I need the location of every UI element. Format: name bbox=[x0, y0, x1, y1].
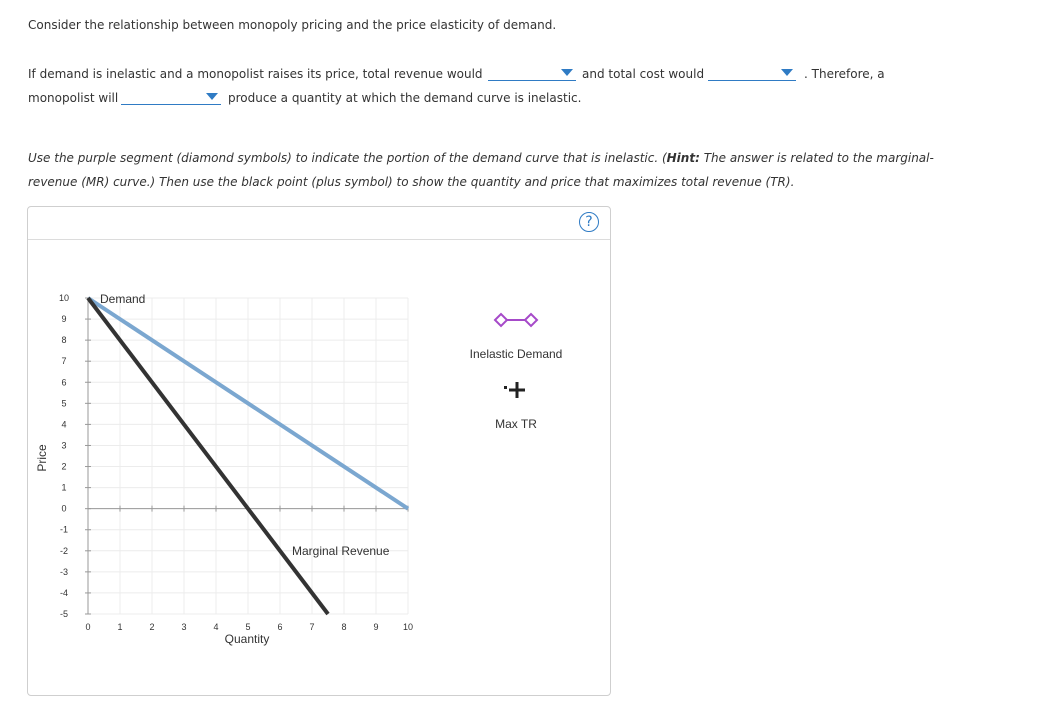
x-tick-label: 0 bbox=[85, 622, 91, 632]
y-tick-label: -5 bbox=[59, 609, 69, 619]
y-tick-label: 9 bbox=[61, 314, 67, 325]
mr-curve-label: Marginal Revenue bbox=[292, 544, 390, 558]
help-icon[interactable]: ? bbox=[579, 212, 599, 232]
question-line2-a: monopolist will bbox=[28, 91, 119, 105]
x-tick-label: 9 bbox=[373, 622, 379, 632]
x-tick-label: 4 bbox=[213, 622, 219, 632]
question-line1-a: If demand is inelastic and a monopolist raises its price, total revenue would bbox=[28, 67, 483, 81]
instruction-part-a: Use the purple segment (diamond symbols) to indicate the portion of the demand curve that is inelastic. ( bbox=[28, 151, 667, 165]
instruction-hint: Hint: bbox=[666, 151, 700, 165]
y-axis-label: Price bbox=[35, 444, 49, 472]
x-axis-label: Quantity bbox=[224, 632, 270, 646]
y-tick-label: 4 bbox=[61, 419, 67, 430]
inelastic-demand-tool[interactable] bbox=[470, 314, 563, 361]
x-tick-label: 2 bbox=[149, 622, 155, 632]
y-tick-label: 0 bbox=[61, 503, 67, 514]
y-tick-label: 2 bbox=[61, 461, 67, 472]
y-tick-label: 8 bbox=[61, 335, 67, 346]
y-tick-label: -2 bbox=[59, 545, 69, 556]
marginal-revenue-curve bbox=[88, 298, 328, 614]
y-tick-label: 7 bbox=[61, 356, 67, 367]
point-dot-icon bbox=[504, 386, 507, 389]
max-tr-tool-label: Max TR bbox=[495, 417, 537, 431]
inelastic-demand-tool-label: Inelastic Demand bbox=[469, 347, 563, 361]
x-tick-label: 3 bbox=[181, 622, 187, 632]
grid bbox=[88, 298, 408, 614]
x-tick-label: 8 bbox=[341, 622, 347, 632]
question-line2-b: produce a quantity at which the demand curve is inelastic. bbox=[228, 91, 582, 105]
x-tick-label: 6 bbox=[277, 622, 283, 632]
x-tick-label: 10 bbox=[402, 622, 414, 632]
instruction-line2: revenue (MR) curve.) Then use the black point (plus symbol) to show the quantity and price that maximizes total revenue (TR). bbox=[28, 175, 795, 189]
y-tick-label: 10 bbox=[58, 293, 70, 303]
x-tick-label: 7 bbox=[309, 622, 315, 632]
question-line1-c: . Therefore, a bbox=[804, 67, 885, 81]
y-tick-label: -3 bbox=[59, 566, 69, 577]
max-tr-tool[interactable] bbox=[495, 382, 537, 431]
diamond-icon bbox=[495, 314, 507, 326]
diamond-icon bbox=[525, 314, 537, 326]
y-tick-label: 1 bbox=[61, 482, 67, 493]
x-tick-label: 5 bbox=[245, 622, 251, 632]
y-tick-label: 5 bbox=[61, 398, 67, 409]
y-tick-label: 6 bbox=[61, 377, 67, 388]
y-tick-label: -4 bbox=[59, 587, 69, 598]
y-tick-label: 3 bbox=[61, 440, 67, 451]
x-tick-label: 1 bbox=[117, 622, 123, 632]
question-line1-b: and total cost would bbox=[582, 67, 705, 81]
instruction-part-b: The answer is related to the marginal- bbox=[699, 151, 934, 165]
question-intro: Consider the relationship between monopoly pricing and the price elasticity of demand. bbox=[28, 18, 557, 32]
axes bbox=[59, 293, 413, 632]
demand-curve-label: Demand bbox=[100, 292, 146, 306]
y-tick-label: -1 bbox=[59, 524, 69, 535]
